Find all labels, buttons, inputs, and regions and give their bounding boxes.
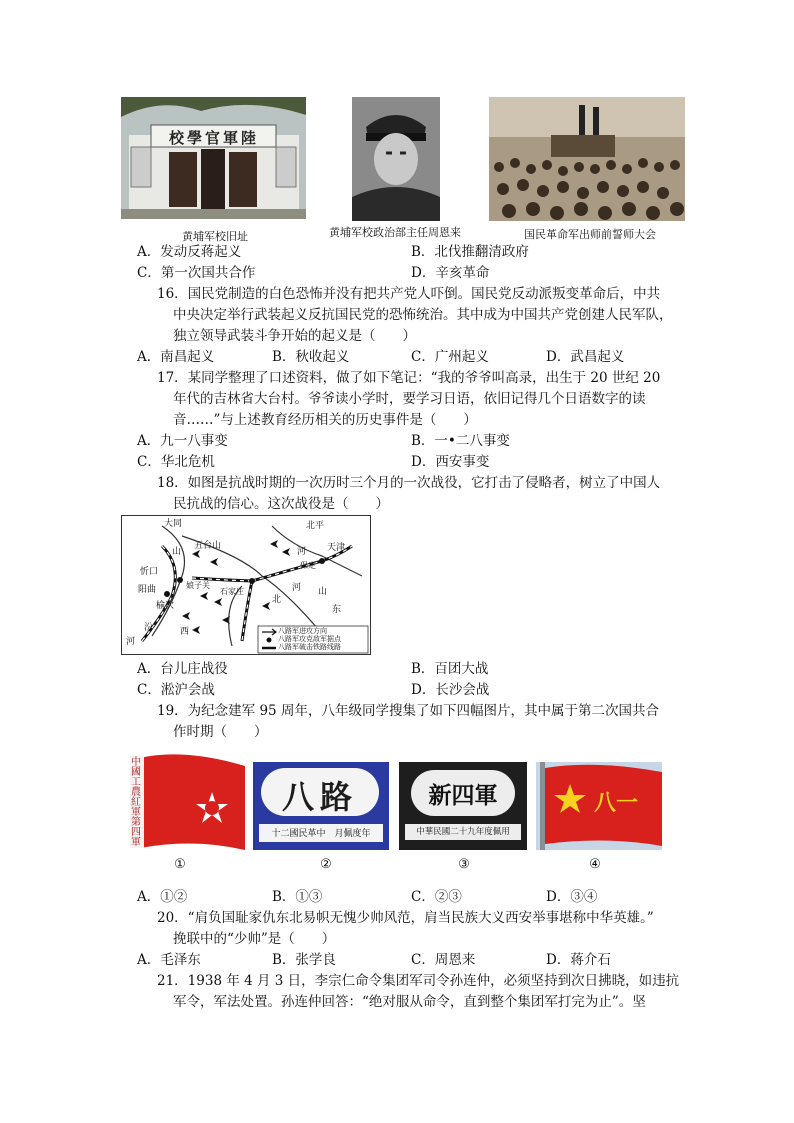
map-label-niangziguan: 娘子关 [186, 581, 210, 590]
academy-sign-text: 校學官軍陸 [169, 129, 260, 147]
map-label-shan2: 山 [318, 587, 328, 597]
q17-stem-line1: 17．某同学整理了口述资料，做了如下笔记：“我的爷爷叫高录，出生于 20 世纪 20 [157, 370, 661, 386]
eighth-route-badge-image [253, 762, 389, 850]
map-label-shijiazhuang: 石家庄 [220, 587, 244, 596]
q15-option-b: B．北伐推翻清政府 [411, 244, 529, 260]
red-army-flag-text: 中國工農紅軍第四軍 [131, 757, 141, 848]
map-label-he2: 河 [126, 637, 136, 647]
photo-caption-2: 黄埔军校政治部主任周恩来 [329, 226, 461, 239]
map-label-baoding: 保定 [300, 561, 316, 570]
q20-option-a: A．毛泽东 [137, 952, 201, 968]
map-label-bei: 北 [272, 595, 282, 605]
image-number-1: ① [174, 857, 186, 872]
q17-option-b: B．一•二八事变 [411, 433, 510, 449]
rally-photo [489, 97, 685, 221]
q20-option-c: C．周恩来 [411, 952, 476, 968]
q19-option-d: D．③④ [546, 889, 598, 905]
map-label-shan: 山 [172, 547, 182, 557]
q17-option-a: A．九一八事变 [137, 433, 228, 449]
map-legend-railway: 八路军破击铁路线路 [278, 643, 341, 651]
q17-stem-line3: 音……”与上述教育经历相关的历史事件是（ ） [173, 412, 477, 428]
q16-stem-line2: 中央决定举行武装起义反抗国民党的恐怖统治。其中成为中国共产党创建人民军队， [173, 307, 673, 323]
huangpu-academy-photo [121, 97, 306, 219]
q15-option-c: C．第一次国共合作 [137, 265, 256, 281]
q17-stem-line2: 年代的吉林省大台村。爷爷读小学时，要学习日语，依旧记得几个日语数字的读 [173, 391, 646, 407]
red-army-flag-image [124, 752, 245, 850]
q15-option-d: D．辛亥革命 [411, 265, 490, 281]
q20-stem-line2: 挽联中的“少帅”是（ ） [173, 931, 336, 947]
photo-caption-1: 黄埔军校旧址 [182, 230, 248, 243]
eighth-route-badge-subtext: 十二國民革中 月佩度年 [271, 829, 371, 839]
map-legend-attack: 八路军进攻方向 [278, 627, 327, 635]
q16-option-a: A．南昌起义 [137, 349, 215, 365]
map-label-he: 河 [297, 547, 307, 557]
map-label-hebei-he: 河 [292, 583, 302, 593]
q18-option-c: C．淞沪会战 [137, 682, 215, 698]
map-label-wutaishan: 五台山 [194, 541, 222, 551]
map-label-xi: 西 [180, 627, 190, 637]
q19-stem-line1: 19．为纪念建军 95 周年，八年级同学搜集了如下四幅图片，其中属于第二次国共合 [157, 703, 659, 719]
map-label-datong: 大同 [164, 519, 183, 529]
q16-option-d: D．武昌起义 [546, 349, 625, 365]
q21-stem-line1: 21．1938 年 4 月 3 日，李宗仁命令集团军司令孙连仲，必须坚持到次日拂晓，如违抗 [157, 973, 680, 989]
q19-option-b: B．①③ [272, 889, 323, 905]
q18-stem-line2: 民抗战的信心。这次战役是（ ） [173, 496, 389, 512]
q19-option-c: C．②③ [411, 889, 462, 905]
q18-stem-line1: 18．如图是抗战时期的一次历时三个月的一次战役，它打击了侵略者，树立了中国人 [157, 475, 661, 491]
q19-option-a: A．①② [137, 889, 188, 905]
map-label-yuci: 榆次 [156, 601, 175, 611]
q17-option-d: D．西安事变 [411, 454, 490, 470]
q17-option-c: C．华北危机 [137, 454, 215, 470]
zhou-enlai-portrait [352, 97, 440, 221]
q16-stem-line3: 独立领导武装斗争开始的起义是（ ） [173, 328, 416, 344]
q20-option-b: B．张学良 [272, 952, 336, 968]
map-label-fen: 汾 [144, 623, 154, 633]
q15-option-a: A．发动反蒋起义 [137, 244, 242, 260]
new-fourth-army-badge-image [399, 762, 527, 850]
photo-caption-3: 国民革命军出师前誓师大会 [524, 228, 656, 241]
q19-stem-line2: 作时期（ ） [173, 724, 268, 740]
map-label-xinkou: 忻口 [140, 567, 159, 577]
q18-option-b: B．百团大战 [411, 661, 489, 677]
bayi-flag-text: 八一 [594, 791, 639, 816]
image-number-3: ③ [458, 857, 470, 872]
q20-stem-line1: 20．“肩负国耻家仇东北易帜无愧少帅风范，肩当民族大义西安举事堪称中华英雄。” [157, 910, 654, 926]
eighth-route-badge-text: 八路 [281, 778, 358, 816]
hundred-regiments-map [121, 515, 371, 655]
image-number-4: ④ [589, 857, 601, 872]
map-label-tianjin: 天津 [327, 543, 346, 553]
q16-option-c: C．广州起义 [411, 349, 489, 365]
q20-option-d: D．蒋介石 [546, 952, 611, 968]
q18-option-a: A．台儿庄战役 [137, 661, 228, 677]
image-number-2: ② [320, 857, 332, 872]
map-label-beiping: 北平 [306, 521, 325, 531]
q16-option-b: B．秋收起义 [272, 349, 350, 365]
q18-option-d: D．长沙会战 [411, 682, 490, 698]
q16-stem-line1: 16．国民党制造的白色恐怖并没有把共产党人吓倒。国民党反动派叛变革命后，中共 [157, 286, 661, 302]
map-label-dong: 东 [332, 605, 342, 615]
bayi-flag-image [536, 762, 662, 850]
new-fourth-army-badge-text: 新四軍 [428, 783, 498, 809]
map-label-yangqu: 阳曲 [138, 585, 157, 595]
map-legend-captured: 八路军攻克敌军据点 [278, 635, 341, 643]
new-fourth-army-badge-subtext: 中華民國二十九年度佩用 [416, 827, 510, 837]
q21-stem-line2: 军令，军法处置。孙连仲回答：“绝对服从命令，直到整个集团军打完为止”。坚 [173, 994, 646, 1010]
